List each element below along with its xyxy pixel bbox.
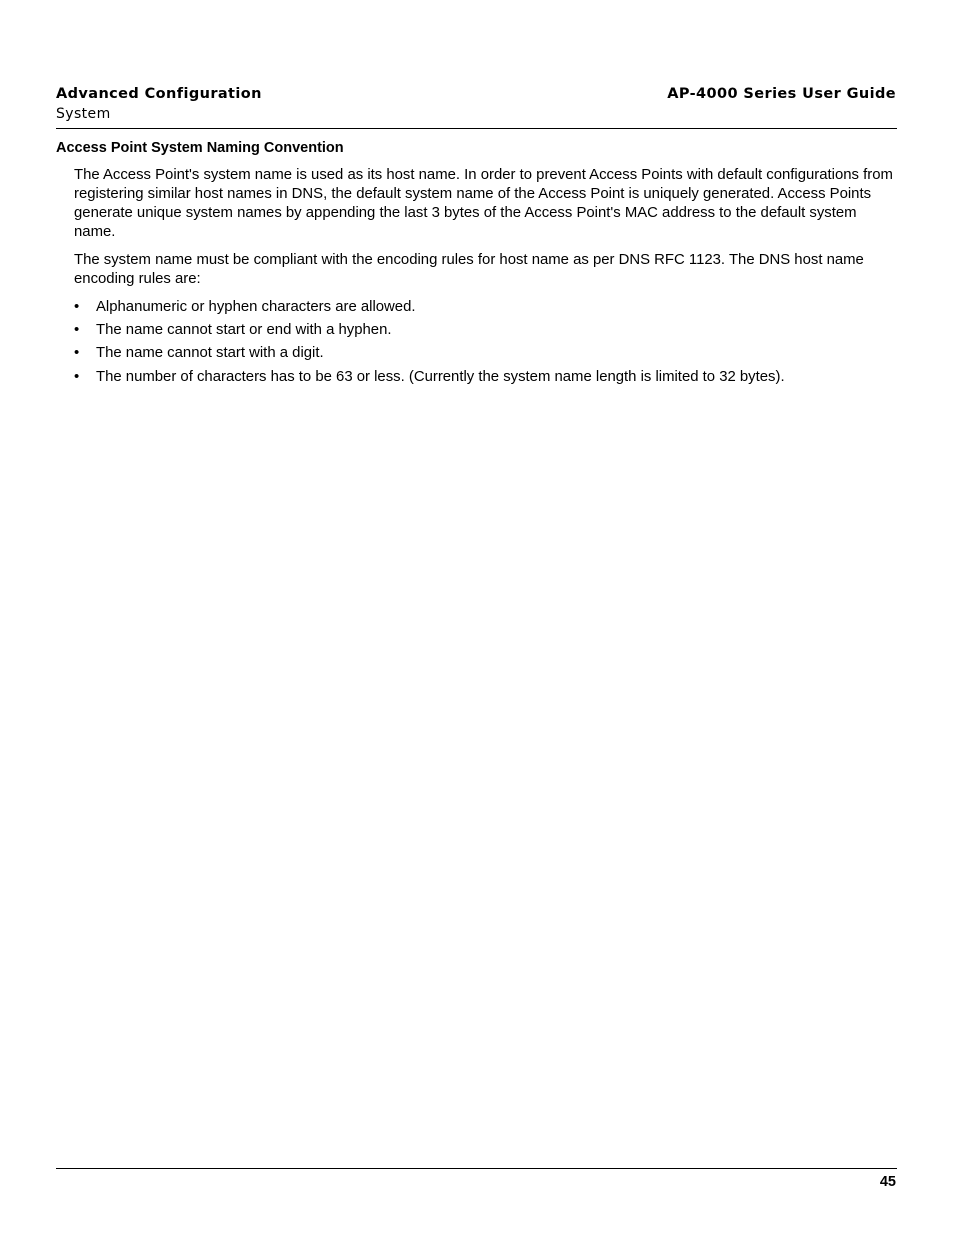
list-item-text: The number of characters has to be 63 or less. (Currently the system name length is limited to 32 bytes). xyxy=(96,368,785,385)
paragraph-rules-intro: The system name must be compliant with the encoding rules for host name as per DNS RFC 1123. The DNS host name encoding rules are: xyxy=(74,252,864,287)
list-item xyxy=(74,344,900,363)
bullet-icon: • xyxy=(74,368,80,385)
body-content xyxy=(74,166,900,391)
list-item-text: The name cannot start or end with a hyphen. xyxy=(96,322,392,339)
list-item-text: Alphanumeric or hyphen characters are allowed. xyxy=(96,299,416,315)
bullet-icon: • xyxy=(74,322,80,339)
guide-title: AP-4000 Series User Guide xyxy=(667,86,896,102)
paragraph-intro: The Access Point's system name is used as its host name. In order to prevent Access Points with default configurations from registering similar host names in DNS, the default system name of the Access Point is uniquely generated. Access Points generate unique system names by appending the last 3 bytes of the Access Point's MAC address to the default system name. xyxy=(74,167,893,240)
list-item xyxy=(74,368,900,387)
list-item-text: The name cannot start with a digit. xyxy=(96,345,324,362)
section-heading: Access Point System Naming Convention xyxy=(56,140,344,156)
page-header xyxy=(56,85,897,129)
section-title: System xyxy=(56,106,111,122)
bullet-icon: • xyxy=(74,299,80,315)
page-number: 45 xyxy=(879,1174,896,1190)
page-footer xyxy=(56,1168,897,1190)
list-item xyxy=(74,298,900,317)
list-item xyxy=(74,321,900,340)
bullet-icon: • xyxy=(74,345,80,362)
header-left xyxy=(56,85,262,123)
chapter-title: Advanced Configuration xyxy=(56,86,262,102)
rules-list xyxy=(74,298,900,387)
